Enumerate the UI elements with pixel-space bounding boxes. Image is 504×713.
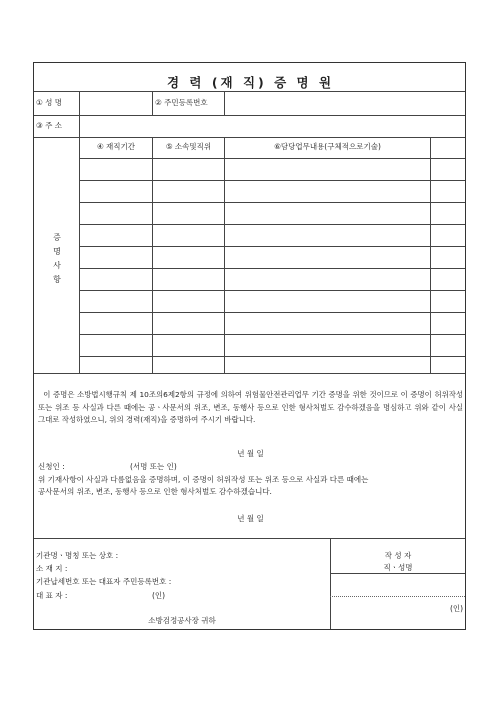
divider	[79, 180, 465, 181]
col-duty-header: ⑥담당업무내용(구체적으로기술)	[274, 142, 381, 151]
confirm-line-1: 위 기재사항이 사실과 다름없음을 증명하며, 이 증명이 허위작성 또는 위조 등으로 사실과 다른 때에는	[38, 475, 369, 484]
org-rep-label: 대 표 자 :	[36, 591, 68, 600]
col-period-header: ④ 재직기간	[96, 142, 136, 151]
id-number-label: ② 주민등록번호	[155, 98, 208, 107]
divider	[79, 224, 465, 225]
divider	[34, 137, 465, 138]
divider	[224, 137, 225, 373]
confirm-line-2: 공사문서의 위조, 변조, 동행사 등으로 인한 형사처벌도 감수하겠습니다.	[38, 487, 272, 496]
divider	[430, 137, 431, 373]
divider	[79, 334, 465, 335]
divider	[34, 538, 465, 539]
writer-seal: (인)	[450, 604, 464, 613]
proof-section-label: 증 명 사 항	[53, 233, 61, 284]
address-field[interactable]	[80, 116, 465, 136]
divider	[330, 573, 465, 574]
address-label: ③ 주 소	[36, 121, 62, 130]
writer-role: 직ㆍ성명	[383, 563, 413, 572]
applicant-label: 신청인 :	[38, 462, 65, 471]
org-reg-label: 기관납세번호 또는 대표자 주민등록번호 :	[36, 577, 172, 586]
col-dept-header: ⑤ 소속및직위	[165, 142, 212, 151]
divider	[79, 158, 465, 159]
name-label: ① 성 명	[36, 98, 62, 107]
divider	[79, 312, 465, 313]
divider	[34, 373, 465, 374]
org-seal: (인)	[152, 591, 166, 600]
date-1: 년 월 일	[237, 449, 264, 458]
form-title: 경 력 (재 직) 증 명 원	[166, 75, 335, 90]
divider	[79, 356, 465, 357]
name-field[interactable]	[80, 92, 152, 114]
divider	[79, 202, 465, 203]
org-address-label: 소 재 지 :	[36, 564, 68, 573]
id-number-field[interactable]	[225, 92, 465, 114]
divider	[79, 290, 465, 291]
addressee: 소방검정공사장 귀하	[148, 616, 216, 625]
divider	[152, 137, 153, 373]
org-name-label: 기관명ㆍ명칭 또는 상호 :	[36, 551, 119, 560]
statement-text: 이 증명은 소방법시행규칙 제 10조의6제2항의 규정에 의하여 위험물안전관리업무 기간 증명을 위한 것이므로 이 증명이 허위작성 또는 위조 등 사실과 다른 때에는 공ㆍ사문서의 위조, 변조, 동행사 등으로 인한 형사처벌도 감수하겠음을 명심하고 위와 같이 사실 그대로 작성하였으니, 위의 경력(재직)을 증명하여 주시기 바랍니다.	[38, 390, 463, 424]
divider	[79, 137, 80, 373]
certificate-form	[33, 62, 466, 630]
divider	[330, 596, 465, 597]
divider	[79, 268, 465, 269]
divider	[79, 246, 465, 247]
applicant-sign: (서명 또는 인)	[130, 462, 177, 471]
writer-label: 작 성 자	[384, 551, 412, 560]
divider	[152, 91, 153, 115]
date-2: 년 월 일	[237, 514, 264, 523]
